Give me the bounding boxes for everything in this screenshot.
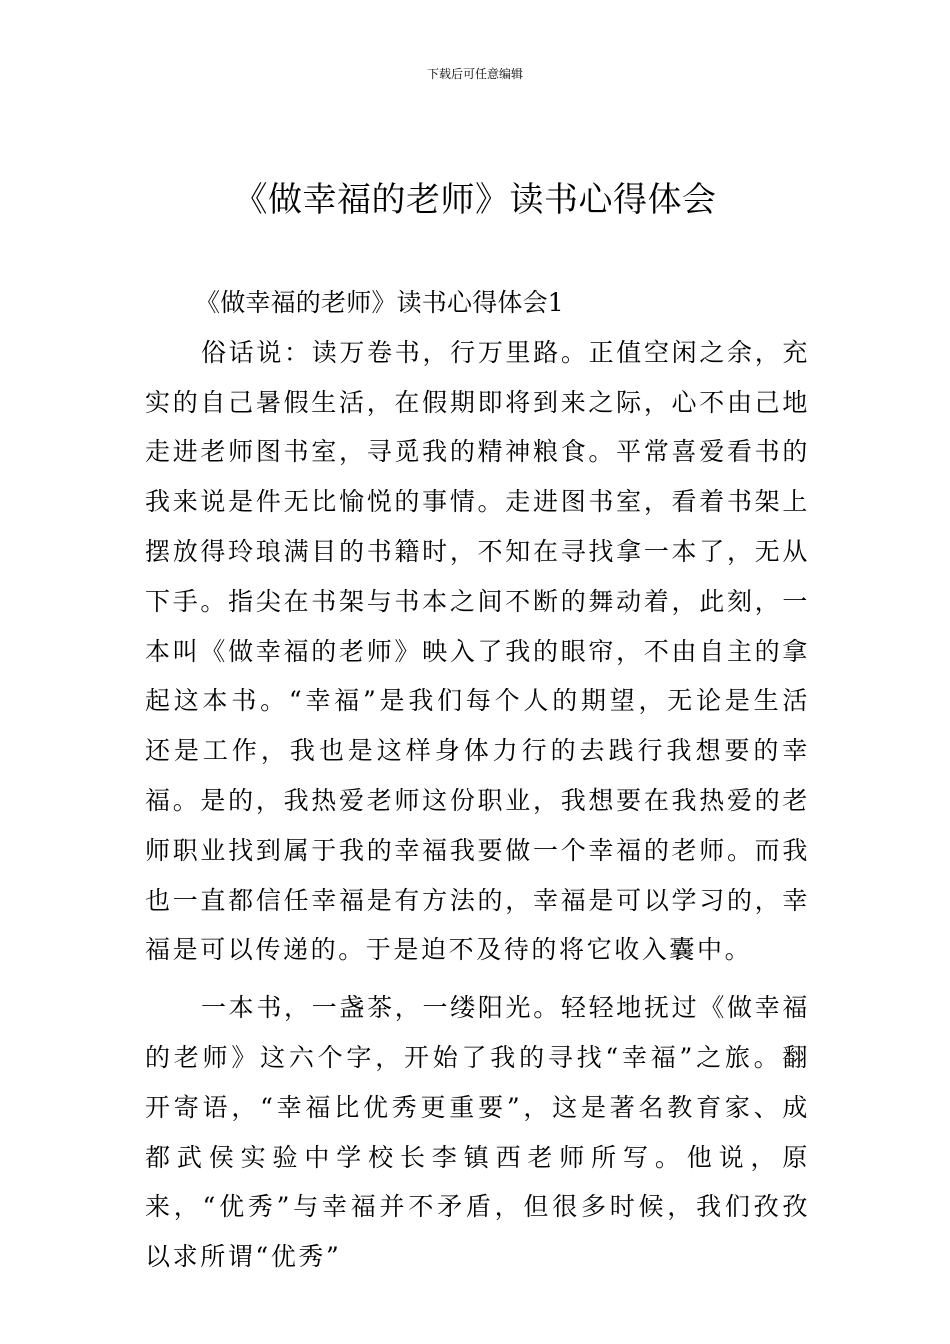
paragraph-1: 俗话说：读万卷书，行万里路。正值空闲之余，充实的自己暑假生活，在假期即将到来之际，心不由己地走进老师图书室，寻觅我的精神粮食。平常喜爱看书的我来说是件无比愉悦的事情。走进图书室，看着书架上摆放得玲琅满目的书籍时，不知在寻找拿一本了，无从下手。指尖在书架与书本之间不断的舞动着，此刻，一本叫《做幸福的老师》映入了我的眼帘，不由自主的拿起这本书。“幸福”是我们每个人的期望，无论是生活还是工作，我也是这样身体力行的去践行我想要的幸福。是的，我热爱老师这份职业，我想要在我热爱的老师职业找到属于我的幸福我要做一个幸福的老师。而我也一直都信任幸福是有方法的，幸福是可以学习的，幸福是可以传递的。于是迫不及待的将它收入囊中。: [145, 337, 810, 965]
header-note: 下载后可任意编辑: [426, 67, 523, 81]
section-heading: 《做幸福的老师》读书心得体会1: [195, 288, 564, 317]
document-body: [145, 278, 810, 1282]
paragraph-2: 一本书，一盏茶，一缕阳光。轻轻地抚过《做幸福的老师》这六个字，开始了我的寻找“幸福”之旅。翻开寄语，“幸福比优秀更重要”，这是著名教育家、成都武侯实验中学校长李镇西老师所写。他说，原来，“优秀”与幸福并不矛盾，但很多时候，我们孜孜以求所谓“优秀”: [145, 993, 810, 1272]
document-title: 《做幸福的老师》读书心得体会: [233, 180, 717, 220]
